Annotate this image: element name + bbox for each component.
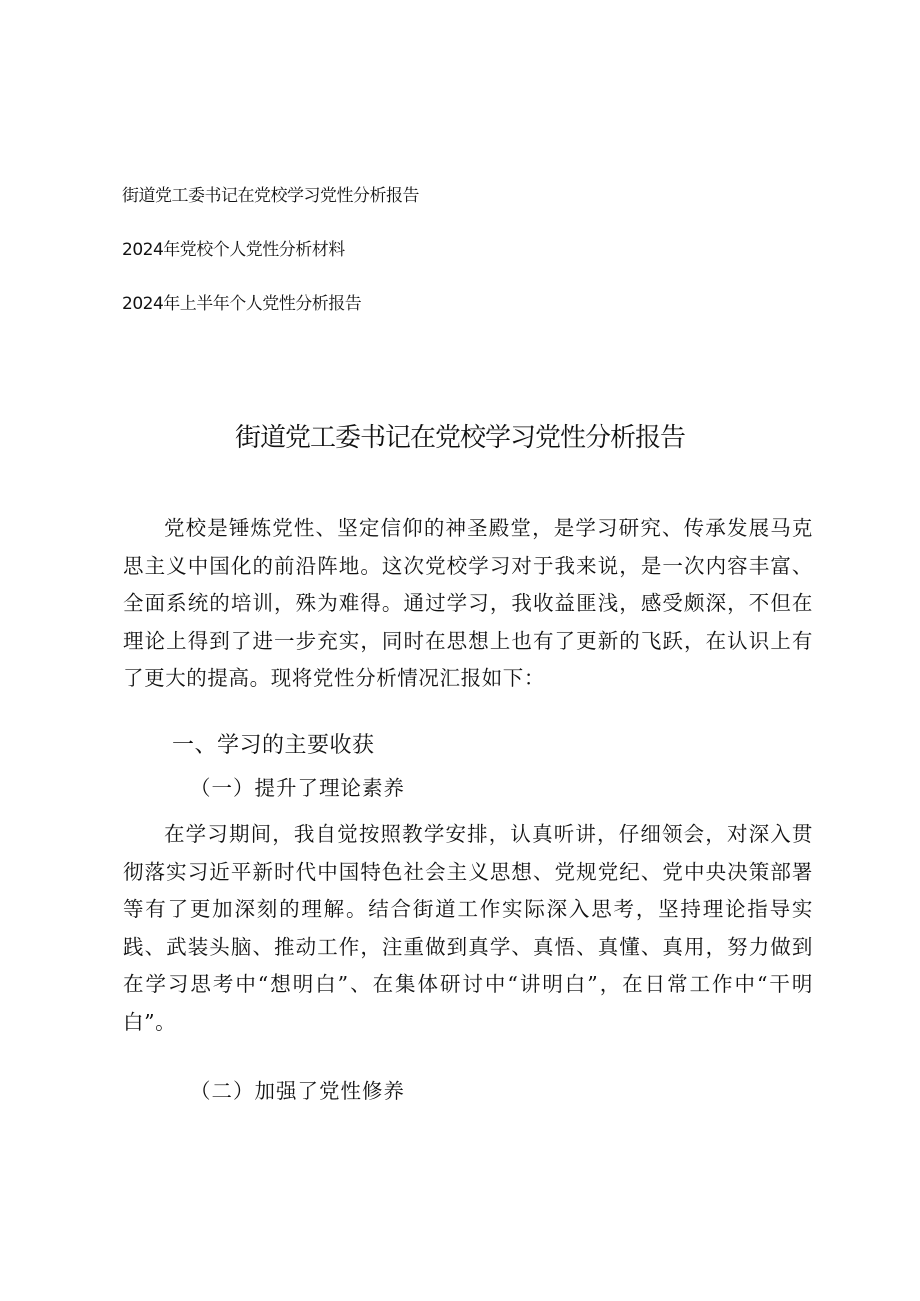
toc-item-3: 2024年上半年个人党性分析报告 (122, 294, 362, 314)
document-title: 街道党工委书记在党校学习党性分析报告 (234, 423, 685, 453)
table-of-contents (122, 184, 822, 346)
subsection-1-paragraph: 在学习期间，我自觉按照教学安排，认真听讲，仔细领会，对深入贯彻落实习近平新时代中国特色社会主义思想、党规党纪、党中央决策部署等有了更加深刻的理解。结合街道工作实际深入思考，坚持理论指导实践、武装头脑、推动工作，注重做到真学、真悟、真懂、真用，努力做到在学习思考中“想明白”、在集体研讨中“讲明白”，在日常工作中“干明白”。 (123, 822, 813, 1034)
subsection-heading-1: （一）提升了理论素养 (190, 776, 405, 800)
subsection-heading-2: （二）加强了党性修养 (190, 1079, 405, 1103)
section-heading-1: 一、学习的主要收获 (172, 733, 375, 758)
intro-paragraph: 党校是锤炼党性、坚定信仰的神圣殿堂，是学习研究、传承发展马克思主义中国化的前沿阵地。这次党校学习对于我来说，是一次内容丰富、全面系统的培训，殊为难得。通过学习，我收益匪浅，感受颇深，不但在理论上得到了进一步充实，同时在思想上也有了更新的飞跃，在认识上有了更大的提高。现将党性分析情况汇报如下： (123, 516, 813, 690)
toc-item-1: 街道党工委书记在党校学习党性分析报告 (122, 186, 419, 206)
toc-item-2: 2024年党校个人党性分析材料 (122, 240, 345, 260)
